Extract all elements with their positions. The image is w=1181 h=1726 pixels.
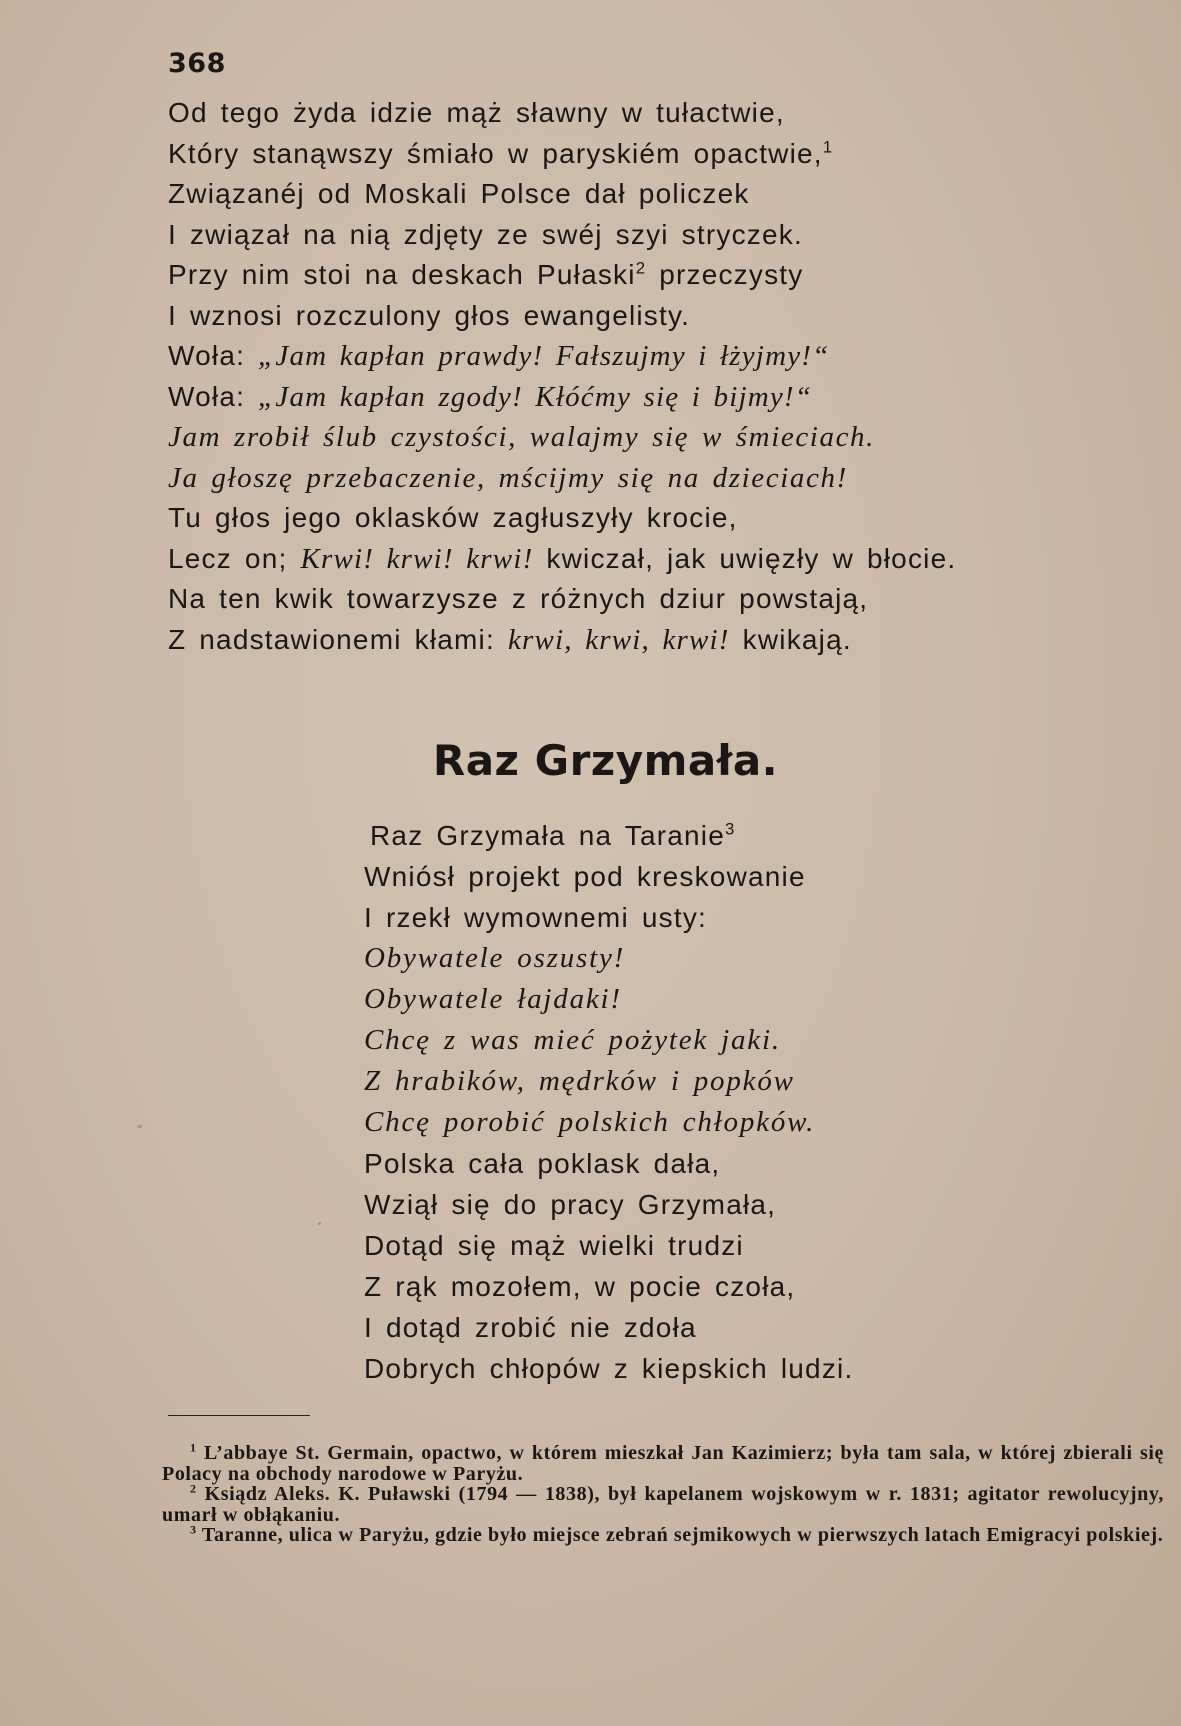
verse-line: Związanéj od Moskali Polsce dał policzek xyxy=(168,178,750,209)
footnote-number: 1 xyxy=(190,1440,197,1455)
footnote: $^2$ Ksiądz Aleks. K. Puławski (1794 — 1838), był kapelanem wojskowym w r. 1831; agitator rewolucyjny, umarł w obłąkaniu. xyxy=(162,1481,1164,1526)
italic-quote: „Jam kapłan prawdy! Fałszujmy i łżyjmy!“ xyxy=(258,340,830,372)
verse-line: I rzekł wymownemi usty: xyxy=(364,902,707,933)
verse-line: I dotąd zrobić nie zdoła xyxy=(364,1312,697,1343)
poem-stanza-1 xyxy=(168,93,956,660)
verse-line: Lecz on; Krwi! krwi! krwi! kwiczał, jak uwięzły w błocie. xyxy=(168,542,957,575)
verse-line: Na ten kwik towarzysze z różnych dziur powstają, xyxy=(168,583,869,614)
verse-line: I związał na nią zdjęty ze swéj szyi stryczek. xyxy=(168,218,803,250)
verse-line: Jam zrobił ślub czystości, walajmy się w śmieciach. xyxy=(168,421,875,453)
footnote: $^1$ L’abbaye St. Germain, opactwo, w którem mieszkał Jan Kazimierz; była tam sala, w której zbierali się Polacy na obchody narodowe w Paryżu. xyxy=(162,1440,1164,1485)
italic-phrase: krwi, krwi, krwi! xyxy=(507,623,730,656)
paper-speck xyxy=(137,1125,142,1128)
footnote-marker: 2 xyxy=(635,258,647,278)
footnote-number: 3 xyxy=(190,1522,197,1537)
verse-line: Polska cała poklask dała, xyxy=(364,1148,721,1179)
verse-line: Od tego żyda idzie mąż sławny w tułactwie, xyxy=(168,97,785,128)
verse-line: Obywatele łajdaki! xyxy=(364,983,622,1015)
verse-line: Dobrych chłopów z kiepskich ludzi. xyxy=(364,1353,854,1384)
footnote-separator xyxy=(168,1415,310,1416)
verse-line: Chcę z was mieć pożytek jaki. xyxy=(364,1024,781,1056)
verse-line: Raz Grzymała na Taranie$^3$ xyxy=(370,819,736,851)
poem-stanza-2 xyxy=(364,815,853,1389)
poem-title: Raz Grzymała. xyxy=(432,736,779,785)
verse-line: I wznosi rozczulony głos ewangelisty. xyxy=(168,299,691,331)
verse-line: Wniósł projekt pod kreskowanie xyxy=(364,861,806,892)
verse-line: Wziął się do pracy Grzymała, xyxy=(364,1189,777,1220)
verse-line: Woła: „Jam kapłan prawdy! Fałszujmy i łżyjmy!“ xyxy=(168,340,830,372)
verse-line: Który stanąwszy śmiało w paryskiém opactwie,$^1$ xyxy=(168,137,834,169)
paper-speck xyxy=(318,1222,321,1225)
footnote-marker: 3 xyxy=(725,819,736,839)
italic-phrase: Krwi! krwi! krwi! xyxy=(300,542,534,575)
verse-line: Ja głoszę przebaczenie, mścijmy się na dzieciach! xyxy=(168,461,848,494)
verse-line: Dotąd się mąż wielki trudzi xyxy=(364,1230,744,1261)
page-number: 368 xyxy=(168,48,226,79)
verse-line: Tu głos jego oklasków zagłuszyły krocie, xyxy=(168,502,738,533)
footnote-number: 2 xyxy=(190,1481,197,1496)
italic-quote: „Jam kapłan zgody! Kłóćmy się i bijmy!“ xyxy=(258,380,813,413)
verse-line: Przy nim stoi na deskach Pułaski$^2$ przeczysty xyxy=(168,258,804,290)
verse-line: Chcę porobić polskich chłopków. xyxy=(364,1106,816,1138)
verse-line: Z nadstawionemi kłami: krwi, krwi, krwi! kwikają. xyxy=(168,623,852,656)
verse-line: Z rąk mozołem, w pocie czoła, xyxy=(364,1271,796,1302)
verse-line: Z hrabików, mędrków i popków xyxy=(364,1065,795,1097)
verse-line: Woła: „Jam kapłan zgody! Kłóćmy się i bijmy!“ xyxy=(168,380,813,413)
footnotes xyxy=(162,1440,1164,1546)
verse-line: Obywatele oszusty! xyxy=(364,942,626,974)
footnote: $^3$ Taranne, ulica w Paryżu, gdzie było miejsce zebrań sejmikowych w pierwszych latach Emigracyi polskiej. xyxy=(190,1522,1164,1546)
footnote-marker: 1 xyxy=(822,137,834,157)
